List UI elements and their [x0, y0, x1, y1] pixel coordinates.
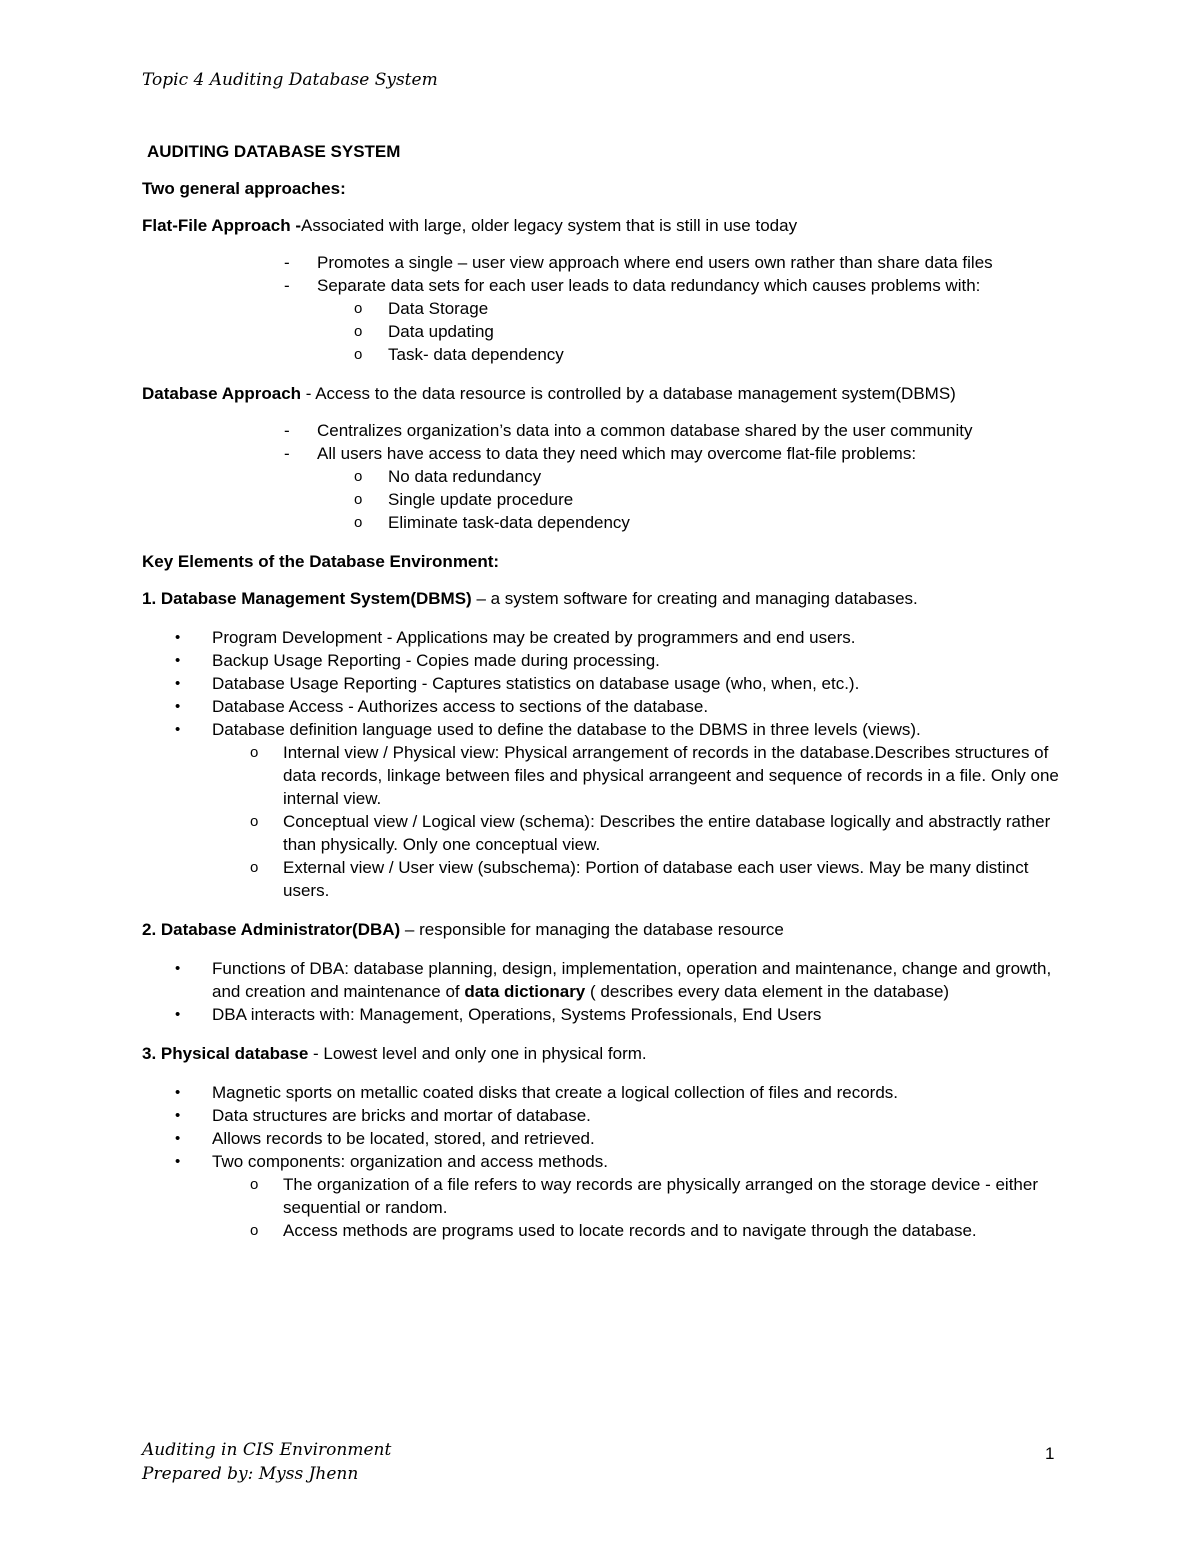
list-item-text: Centralizes organization’s data into a common database shared by the user community	[317, 421, 973, 440]
bullet-marker: •	[175, 1006, 181, 1023]
circle-marker: o	[354, 491, 363, 508]
list-item	[317, 320, 1072, 343]
list-item-text: Magnetic sports on metallic coated disks that create a logical collection of files and records.	[212, 1083, 899, 1102]
data-dictionary-term: data dictionary	[464, 982, 586, 1001]
dbms-term: 1. Database Management System(DBMS)	[142, 589, 472, 608]
circle-marker: o	[354, 323, 363, 340]
list-item	[142, 1150, 1072, 1242]
footer-course: Auditing in CIS Environment	[142, 1440, 392, 1460]
circle-marker: o	[354, 514, 363, 531]
list-item	[142, 957, 1072, 1003]
list-item	[212, 1173, 1072, 1219]
list-item	[212, 856, 1072, 902]
circle-marker: o	[354, 300, 363, 317]
dba-term: 2. Database Administrator(DBA)	[142, 920, 401, 939]
list-item-text: Promotes a single – user view approach where end users own rather than share data files	[317, 253, 993, 272]
dbms-list	[142, 626, 1072, 902]
bullet-marker: •	[175, 1107, 181, 1124]
running-footer	[142, 1438, 391, 1486]
list-item	[142, 672, 1072, 695]
list-item-text: No data redundancy	[388, 467, 542, 486]
list-item	[142, 1003, 1072, 1026]
list-item-text: ( describes every data element in the database)	[585, 982, 950, 1001]
dash-marker: -	[284, 253, 290, 272]
physical-db-list	[142, 1081, 1072, 1242]
circle-marker: o	[250, 1222, 259, 1239]
list-item	[142, 695, 1072, 718]
list-item-text: Backup Usage Reporting - Copies made during processing.	[212, 651, 660, 670]
dba-list	[142, 957, 1072, 1026]
list-item	[317, 511, 1072, 534]
list-item	[317, 488, 1072, 511]
list-item	[142, 1081, 1072, 1104]
list-item	[317, 465, 1072, 488]
circle-marker: o	[354, 468, 363, 485]
list-item-text: DBA interacts with: Management, Operations, Systems Professionals, End Users	[212, 1005, 822, 1024]
dba-desc: – responsible for managing the database resource	[400, 920, 784, 939]
flat-file-sublist	[317, 297, 1072, 366]
list-item-text: Functions of DBA: database planning, design, implementation, operation and maintenance, change and growth, and creation and maintenance of	[212, 959, 1052, 1001]
list-item	[142, 1104, 1072, 1127]
dbms-desc: – a system software for creating and managing databases.	[471, 589, 918, 608]
list-item	[317, 343, 1072, 366]
bullet-marker: •	[175, 1130, 181, 1147]
footer-author: Prepared by: Myss Jhenn	[142, 1464, 359, 1484]
list-item-text: Single update procedure	[388, 490, 574, 509]
list-item-text: Database Access - Authorizes access to sections of the database.	[212, 697, 709, 716]
bullet-marker: •	[175, 629, 181, 646]
list-item-text: Eliminate task-data dependency	[388, 513, 630, 532]
bullet-marker: •	[175, 652, 181, 669]
list-item-text: The organization of a file refers to way records are physically arranged on the storage device - either sequential or random.	[283, 1175, 1039, 1217]
circle-marker: o	[354, 346, 363, 363]
circle-marker: o	[250, 1176, 259, 1193]
circle-marker: o	[250, 813, 259, 830]
bullet-marker: •	[175, 698, 181, 715]
list-item	[212, 741, 1072, 810]
circle-marker: o	[250, 744, 259, 761]
list-item	[142, 1127, 1072, 1150]
list-item	[142, 626, 1072, 649]
list-item	[142, 274, 1072, 366]
list-item-text: Task- data dependency	[388, 345, 564, 364]
list-item	[142, 442, 1072, 534]
list-item	[142, 251, 1072, 274]
dba-paragraph	[142, 918, 1072, 941]
dash-marker: -	[284, 276, 290, 295]
running-header: Topic 4 Auditing Database System	[142, 70, 438, 90]
physical-db-desc: - Lowest level and only one in physical form.	[308, 1044, 647, 1063]
bullet-marker: •	[175, 1153, 181, 1170]
list-item-text: Two components: organization and access methods.	[212, 1152, 608, 1171]
list-item	[212, 810, 1072, 856]
list-item	[317, 297, 1072, 320]
physical-db-sublist	[212, 1173, 1072, 1242]
list-item-text: Allows records to be located, stored, and retrieved.	[212, 1129, 595, 1148]
list-item	[142, 419, 1072, 442]
key-elements-heading: Key Elements of the Database Environment:	[142, 552, 500, 571]
database-approach-paragraph	[142, 382, 1072, 405]
dash-marker: -	[284, 444, 290, 463]
dbms-paragraph	[142, 587, 1072, 610]
flat-file-desc: Associated with large, older legacy system that is still in use today	[301, 216, 798, 235]
list-item-text: Program Development - Applications may be created by programmers and end users.	[212, 628, 856, 647]
list-item	[142, 649, 1072, 672]
list-item-text: Separate data sets for each user leads to data redundancy which causes problems with:	[317, 276, 981, 295]
flat-file-term: Flat-File Approach -	[142, 216, 301, 235]
bullet-marker: •	[175, 960, 181, 977]
list-item	[142, 718, 1072, 902]
database-approach-sublist	[317, 465, 1072, 534]
database-approach-term: Database Approach	[142, 384, 302, 403]
flat-file-list	[142, 251, 1072, 366]
bullet-marker: •	[175, 721, 181, 738]
list-item-text: External view / User view (subschema): Portion of database each user views. May be many distinct users.	[283, 858, 1029, 900]
dash-marker: -	[284, 421, 290, 440]
physical-db-paragraph	[142, 1042, 1072, 1065]
physical-db-term: 3. Physical database	[142, 1044, 309, 1063]
bullet-marker: •	[175, 675, 181, 692]
list-item	[212, 1219, 1072, 1242]
flat-file-paragraph	[142, 214, 1072, 237]
list-item-text: All users have access to data they need which may overcome flat-file problems:	[317, 444, 917, 463]
list-item-text: Access methods are programs used to locate records and to navigate through the database.	[283, 1221, 977, 1240]
database-approach-list	[142, 419, 1072, 534]
list-item-text: Data structures are bricks and mortar of database.	[212, 1106, 591, 1125]
circle-marker: o	[250, 859, 259, 876]
document-title: AUDITING DATABASE SYSTEM	[147, 142, 401, 161]
list-item-text: Database Usage Reporting - Captures statistics on database usage (who, when, etc.).	[212, 674, 860, 693]
list-item-text: Data updating	[388, 322, 494, 341]
dbms-views-sublist	[212, 741, 1072, 902]
list-item-text: Internal view / Physical view: Physical arrangement of records in the database.Describes structures of data records, linkage between files and physical arrangeent and sequence of records in a file. Only one internal view.	[283, 743, 1059, 808]
bullet-marker: •	[175, 1084, 181, 1101]
page-number: 1	[1045, 1444, 1055, 1463]
approaches-heading: Two general approaches:	[142, 179, 346, 198]
list-item-text: Data Storage	[388, 299, 489, 318]
list-item-text: Conceptual view / Logical view (schema): Describes the entire database logically and abstractly rather than physically. Only one conceptual view.	[283, 812, 1051, 854]
list-item-text: Database definition language used to define the database to the DBMS in three levels (views).	[212, 720, 921, 739]
document-body	[142, 140, 1072, 1242]
database-approach-desc: - Access to the data resource is controlled by a database management system(DBMS)	[301, 384, 956, 403]
